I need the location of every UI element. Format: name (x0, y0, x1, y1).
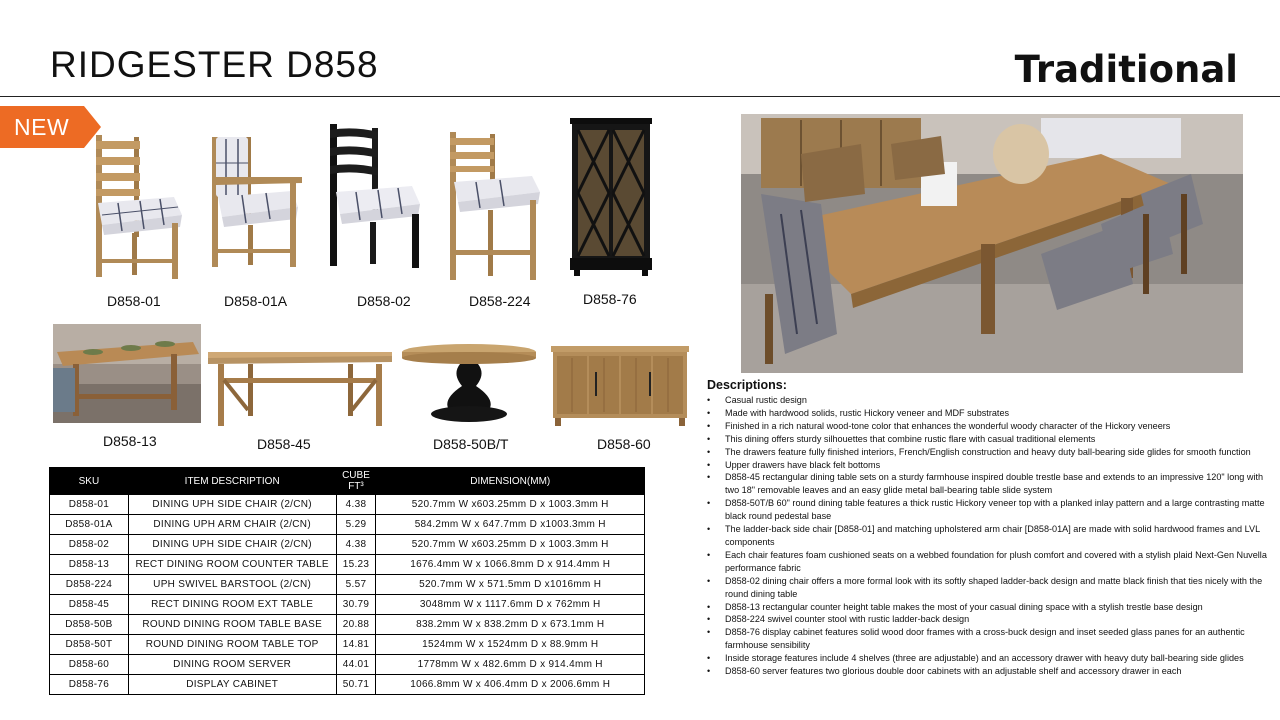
rect-table-icon (208, 350, 392, 426)
description-item: • The ladder-back side chair [D858-01] and matching upholstered arm chair [D858-01A] are made with solid hardwood frames and LVL components (707, 523, 1272, 549)
cell-description: RECT DINING ROOM COUNTER TABLE (128, 555, 336, 575)
description-item: • D858-02 dining chair offers a more formal look with its softly shaped ladder-back design and matte black finish that ties nicely with the round dining table (707, 575, 1272, 601)
table-row (50, 535, 645, 555)
table-row (50, 575, 645, 595)
page-title: RIDGESTER D858 (50, 44, 379, 85)
cell-sku: D858-01A (50, 515, 129, 535)
product-d858-76-image (570, 118, 652, 276)
description-item: • D858-76 display cabinet features solid wood door frames with a cross-buck design and inset seeded glass panes for an authentic farmhouse sensibility (707, 626, 1272, 652)
cell-description: ROUND DINING ROOM TABLE BASE (128, 615, 336, 635)
showroom-photo (741, 114, 1243, 373)
sku-table (49, 467, 645, 695)
product-d858-50bt-image (400, 342, 538, 424)
cell-cube: 20.88 (336, 615, 376, 635)
server-icon (551, 346, 689, 426)
description-item: • D858-60 server features two glorious double door cabinets with an adjustable shelf and accessory drawer in each (707, 665, 1272, 678)
cell-description: DINING UPH SIDE CHAIR (2/CN) (128, 535, 336, 555)
counter-table-photo-icon (53, 324, 201, 423)
cell-cube: 5.29 (336, 515, 376, 535)
cell-description: DINING ROOM SERVER (128, 655, 336, 675)
cell-cube: 4.38 (336, 535, 376, 555)
table-row (50, 595, 645, 615)
product-label: D858-60 (597, 436, 651, 452)
column-header-cube-label: CUBE (342, 470, 370, 481)
description-item: • The drawers feature fully finished interiors, French/English construction and heavy duty ball-bearing side glides for smooth function (707, 446, 1272, 459)
product-label: D858-01A (224, 293, 288, 309)
description-item: • D858-45 rectangular dining table sets on a sturdy farmhouse inspired double trestle base and extends to an impressive 120" long with two 18" removable leaves and an easy glide metal ball-bearing table slide system (707, 471, 1272, 497)
description-item: • D858-13 rectangular counter height table makes the most of your casual dining space with a stylish trestle base design (707, 601, 1272, 614)
description-item: • This dining offers sturdy silhouettes that combine rustic flare with casual traditional elements (707, 433, 1272, 446)
cell-dimension: 1066.8mm W x 406.4mm D x 2006.6mm H (376, 675, 645, 695)
product-d858-02-image (328, 124, 422, 268)
cell-sku: D858-50B (50, 615, 129, 635)
arm-chair-icon (206, 133, 304, 269)
cell-dimension: 520.7mm W x603.25mm D x 1003.3mm H (376, 535, 645, 555)
display-cabinet-icon (570, 118, 652, 276)
cell-description: RECT DINING ROOM EXT TABLE (128, 595, 336, 615)
cell-cube: 50.71 (336, 675, 376, 695)
column-header-cube-unit: FT³ (348, 481, 364, 492)
column-header-item-description: ITEM DESCRIPTION (128, 468, 336, 495)
column-header-dimension: DIMENSION(MM) (376, 468, 645, 495)
header-divider (0, 96, 1280, 97)
product-label: D858-45 (257, 436, 311, 452)
cell-description: DINING UPH SIDE CHAIR (2/CN) (128, 495, 336, 515)
cell-dimension: 3048mm W x 1117.6mm D x 762mm H (376, 595, 645, 615)
description-item: • Made with hardwood solids, rustic Hickory veneer and MDF substrates (707, 407, 1272, 420)
product-label: D858-224 (469, 293, 531, 309)
description-item: • D858-50T/B 60" round dining table features a thick rustic Hickory veneer top with a planked inlay pattern and a large contrasting matte black round pedestal base (707, 497, 1272, 523)
cell-description: DINING UPH ARM CHAIR (2/CN) (128, 515, 336, 535)
description-item: • Inside storage features include 4 shelves (three are adjustable) and an accessory drawer with heavy duty ball-bearing side glides (707, 652, 1272, 665)
cell-description: ROUND DINING ROOM TABLE TOP (128, 635, 336, 655)
side-chair-icon (88, 133, 184, 279)
product-label: D858-13 (103, 433, 157, 449)
cell-cube: 4.38 (336, 495, 376, 515)
product-label: D858-76 (583, 291, 637, 307)
cell-dimension: 1778mm W x 482.6mm D x 914.4mm H (376, 655, 645, 675)
description-item: • Casual rustic design (707, 394, 1272, 407)
cell-description: UPH SWIVEL BARSTOOL (2/CN) (128, 575, 336, 595)
descriptions-title: Descriptions: (707, 378, 787, 392)
product-d858-01a-image (206, 133, 304, 269)
cell-cube: 14.81 (336, 635, 376, 655)
descriptions-section (707, 378, 1272, 678)
cell-sku: D858-60 (50, 655, 129, 675)
product-label: D858-01 (107, 293, 161, 309)
table-row (50, 515, 645, 535)
table-header-row (50, 468, 645, 495)
table-row (50, 655, 645, 675)
descriptions-list (707, 394, 1272, 678)
cell-sku: D858-76 (50, 675, 129, 695)
cell-sku: D858-01 (50, 495, 129, 515)
product-d858-13-image (53, 324, 201, 423)
description-item: • Each chair features foam cushioned seats on a webbed foundation for plush comfort and covered with a stylish plaid Next-Gen Nuvella performance fabric (707, 549, 1272, 575)
product-label: D858-50B/T (433, 436, 509, 452)
cell-sku: D858-13 (50, 555, 129, 575)
product-d858-45-image (208, 350, 392, 426)
new-badge-text: NEW (14, 114, 70, 140)
product-d858-01-image (88, 133, 184, 279)
cell-cube: 15.23 (336, 555, 376, 575)
cell-dimension: 1524mm W x 1524mm D x 88.9mm H (376, 635, 645, 655)
table-row (50, 615, 645, 635)
cell-sku: D858-50T (50, 635, 129, 655)
column-header-cube (336, 468, 376, 495)
product-d858-224-image (446, 130, 542, 282)
column-header-sku: SKU (50, 468, 129, 495)
description-item: • Finished in a rich natural wood-tone color that enhances the wonderful woody character of the Hickory veneers (707, 420, 1272, 433)
cell-dimension: 520.7mm W x 571.5mm D x1016mm H (376, 575, 645, 595)
cell-cube: 30.79 (336, 595, 376, 615)
cell-dimension: 1676.4mm W x 1066.8mm D x 914.4mm H (376, 555, 645, 575)
table-row (50, 555, 645, 575)
cell-dimension: 584.2mm W x 647.7mm D x1003.3mm H (376, 515, 645, 535)
cell-sku: D858-45 (50, 595, 129, 615)
product-label: D858-02 (357, 293, 411, 309)
black-side-chair-icon (328, 124, 422, 268)
cell-cube: 44.01 (336, 655, 376, 675)
cell-description: DISPLAY CABINET (128, 675, 336, 695)
cell-sku: D858-02 (50, 535, 129, 555)
round-table-icon (400, 342, 538, 424)
table-row (50, 635, 645, 655)
cell-cube: 5.57 (336, 575, 376, 595)
description-item: • Upper drawers have black felt bottoms (707, 459, 1272, 472)
dining-room-photo-icon (741, 114, 1243, 373)
cell-sku: D858-224 (50, 575, 129, 595)
description-item: • D858-224 swivel counter stool with rustic ladder-back design (707, 613, 1272, 626)
new-badge (0, 106, 102, 148)
style-label: Traditional (1014, 48, 1238, 91)
table-row (50, 675, 645, 695)
cell-dimension: 838.2mm W x 838.2mm D x 673.1mm H (376, 615, 645, 635)
table-row (50, 495, 645, 515)
product-d858-60-image (551, 346, 689, 426)
swivel-barstool-icon (446, 130, 542, 282)
cell-dimension: 520.7mm W x603.25mm D x 1003.3mm H (376, 495, 645, 515)
